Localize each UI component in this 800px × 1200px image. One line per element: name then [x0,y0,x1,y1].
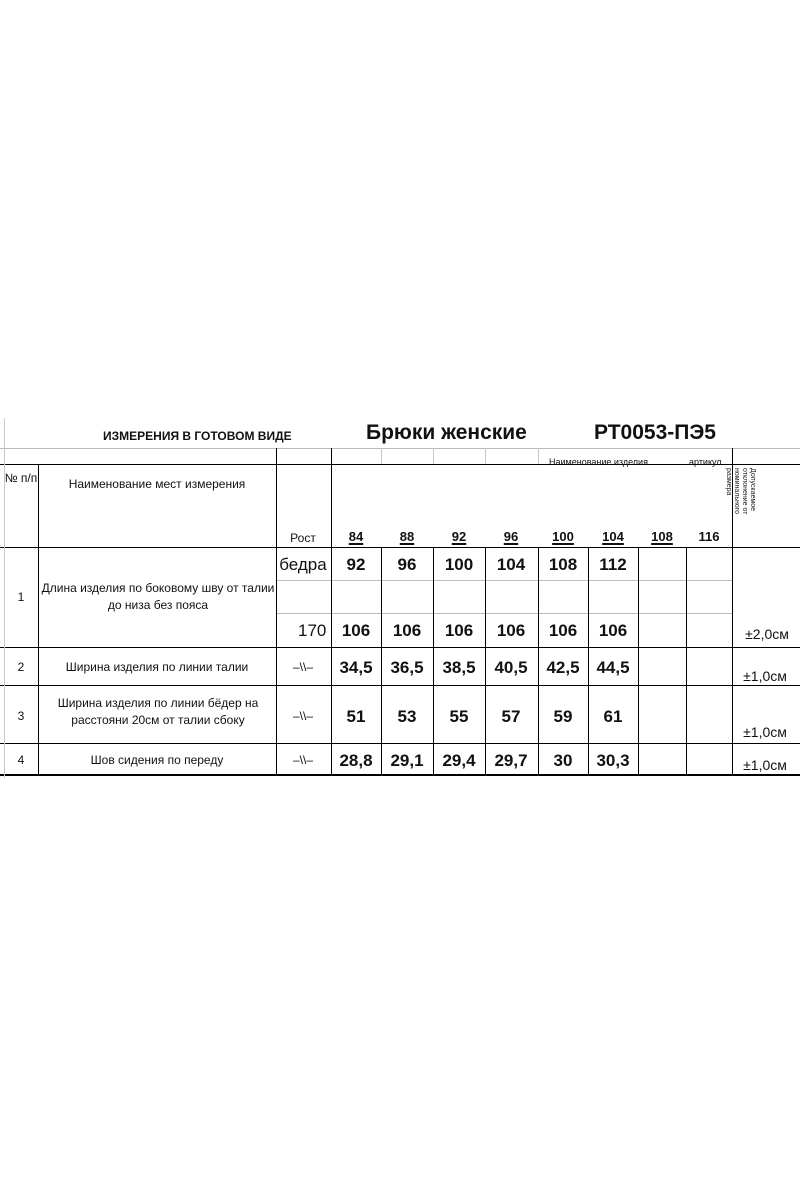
grid-line [433,448,434,464]
grid-line [276,448,277,776]
size-header: 84 [348,529,364,544]
cell-value: 34,5 [339,658,373,677]
size-header: 100 [552,529,574,544]
product-name: Брюки женские [366,421,527,444]
size-header: 108 [651,529,673,544]
height-value: 170 [298,621,327,640]
height-column-header: Рост [290,531,316,545]
grid-line [485,547,486,776]
cell-value: 53 [397,707,417,726]
size-header: 104 [602,529,624,544]
cell-value: 106 [598,621,628,640]
cell-value: 29,4 [442,751,476,770]
size-header: 116 [698,529,720,544]
grid-line [276,580,732,581]
hips-value: 108 [548,555,578,574]
tolerance-column-header: Допускаемое отклонение от номинального размера [725,468,756,515]
size-header: 96 [503,529,519,544]
tolerance-value: ±1,0см [743,668,787,684]
cell-value: 36,5 [390,658,424,677]
measure-name: Ширина изделия по линии талии [65,660,249,674]
height-ditto: –\\– [292,709,314,723]
cell-value: 42,5 [546,658,580,677]
measure-name: Шов сидения по переду [90,753,224,767]
cell-value: 51 [346,707,366,726]
size-header: 92 [451,529,467,544]
size-chart-table [0,418,800,780]
grid-line [638,547,639,776]
product-name-label: Наименование изделия [549,457,648,467]
cell-value: 106 [341,621,371,640]
grid-line [588,547,589,776]
grid-line [0,448,800,449]
hips-value: 104 [496,555,526,574]
grid-line [0,647,800,648]
grid-line [381,547,382,776]
size-header: 88 [399,529,415,544]
measure-name: Ширина изделия по линии бёдер на расстояни 20см от талии сбоку [57,696,259,728]
grid-line [686,547,687,776]
grid-line [381,448,382,464]
cell-value: 106 [444,621,474,640]
grid-line [0,743,800,744]
grid-line [485,448,486,464]
row-subheader-hips: бедра [279,555,327,574]
hips-value: 96 [397,555,417,574]
hips-value: 100 [444,555,474,574]
hips-value: 92 [346,555,366,574]
cell-value: 106 [392,621,422,640]
measure-place-column-header: Наименование мест измерения [68,477,246,491]
cell-value: 59 [553,707,573,726]
product-article: РТ0053-ПЭ5 [594,421,716,444]
row-number: 3 [17,709,25,723]
tolerance-value: ±1,0см [743,757,787,773]
grid-line [0,464,800,465]
cell-value: 29,1 [390,751,424,770]
cell-value: 40,5 [494,658,528,677]
cell-value: 30,3 [596,751,630,770]
height-ditto: –\\– [292,660,314,674]
cell-value: 29,7 [494,751,528,770]
cell-value: 44,5 [596,658,630,677]
cell-value: 30 [553,751,573,770]
row-number: 2 [17,660,25,674]
grid-line [433,547,434,776]
cell-value: 106 [548,621,578,640]
cell-value: 28,8 [339,751,373,770]
grid-line [276,613,732,614]
cell-value: 106 [496,621,526,640]
grid-line [538,448,539,464]
tolerance-value: ±2,0см [745,626,789,642]
grid-line [538,547,539,776]
tolerance-value: ±1,0см [743,724,787,740]
article-label: артикул [689,457,722,467]
cell-value: 57 [501,707,521,726]
row-number: 1 [17,590,25,604]
hips-value: 112 [599,555,627,574]
cell-value: 55 [449,707,469,726]
number-column-header: № п/п [4,471,38,485]
row-number: 4 [17,753,25,767]
measurements-title: ИЗМЕРЕНИЯ В ГОТОВОМ ВИДЕ [103,429,292,443]
grid-line [38,464,39,776]
cell-value: 61 [603,707,623,726]
measure-name: Длина изделия по боковому шву от талии до низа без пояса [41,581,275,613]
grid-line [0,685,800,686]
grid-line [331,448,332,776]
grid-line [0,774,800,776]
grid-line [0,547,800,548]
cell-value: 38,5 [442,658,476,677]
height-ditto: –\\– [292,753,314,767]
